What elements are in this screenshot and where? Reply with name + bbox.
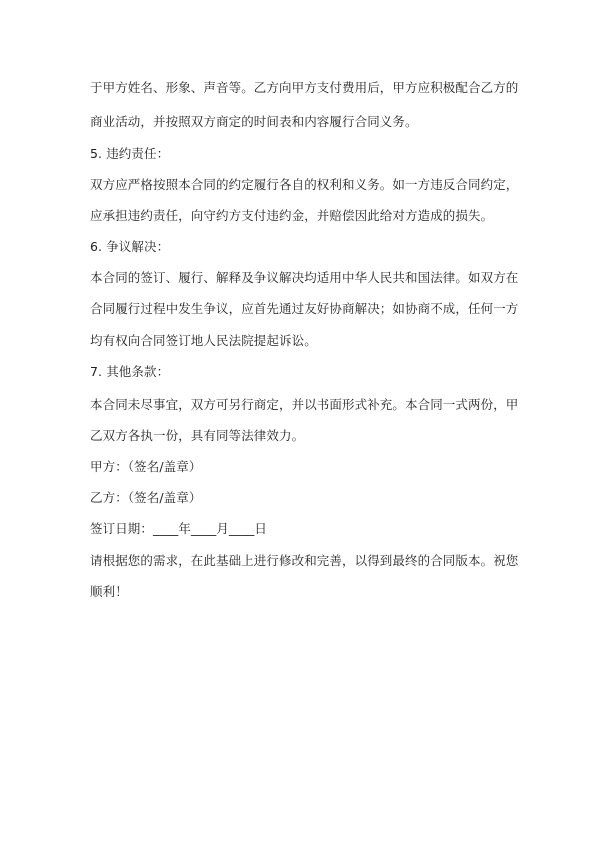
party-a-signature: 甲方：（签名/盖章） <box>90 459 202 474</box>
paragraph-line: 应承担违约责任，向守约方支付违约金，并赔偿因此给对方造成的损失。 <box>90 208 494 223</box>
section-heading-other-terms: 7. 其他条款： <box>90 364 170 379</box>
closing-note: 请根据您的需求，在此基础上进行修改和完善，以得到最终的合同版本。祝您 <box>90 553 519 568</box>
closing-note: 顺利！ <box>90 584 128 599</box>
party-b-signature: 乙方：（签名/盖章） <box>90 490 202 505</box>
paragraph-line: 本合同的签订、履行、解释及争议解决均适用中华人民共和国法律。如双方在 <box>90 270 519 285</box>
paragraph-line: 本合同未尽事宜，双方可另行商定，并以书面形式补充。本合同一式两份，甲 <box>90 397 519 412</box>
paragraph-line: 均有权向合同签订地人民法院提起诉讼。 <box>90 333 317 348</box>
paragraph-line: 合同履行过程中发生争议，应首先通过友好协商解决；如协商不成，任何一方 <box>90 301 519 316</box>
paragraph-line: 双方应严格按照本合同的约定履行各自的权利和义务。如一方违反合同约定， <box>90 177 519 192</box>
paragraph-line: 于甲方姓名、形象、声音等。乙方向甲方支付费用后，甲方应积极配合乙方的 <box>90 80 519 95</box>
signing-date: 签订日期：____年____月____日 <box>90 521 268 536</box>
paragraph-line: 商业活动，并按照双方商定的时间表和内容履行合同义务。 <box>90 114 418 129</box>
section-heading-liability: 5. 违约责任： <box>90 146 170 161</box>
paragraph-line: 乙双方各执一份，具有同等法律效力。 <box>90 428 305 443</box>
section-heading-dispute: 6. 争议解决： <box>90 239 170 254</box>
